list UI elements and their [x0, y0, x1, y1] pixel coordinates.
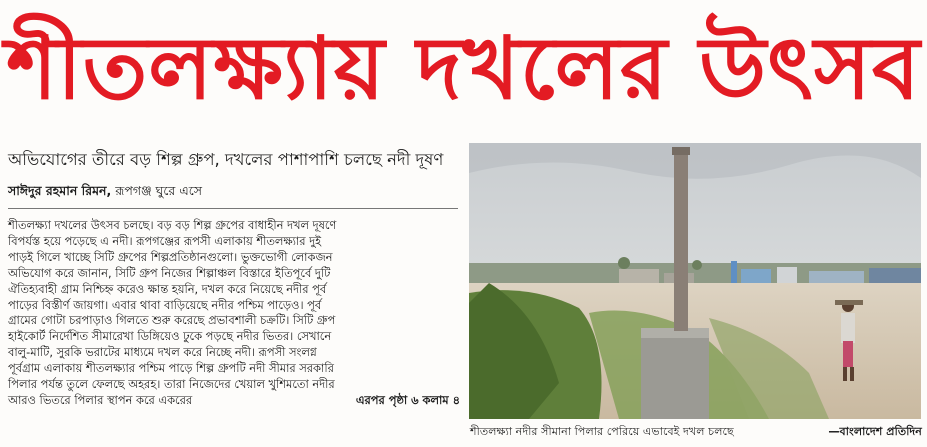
body-line: অভিযোগ করে জানান, সিটি গ্রুপ নিজের শিল্পাঞ্চল বিস্তারে ইতিপূর্বে দুটি	[8, 265, 331, 280]
subheadline: অভিযোগের তীরে বড় শিল্প গ্রুপ, দখলের পাশাপাশি চলছে নদী দূষণ	[8, 150, 444, 169]
body-line: শীতলক্ষ্যা দখলের উৎসব চলছে। বড় বড় শিল্প গ্রুপের বাধাহীন দখল দূষণে	[8, 218, 337, 232]
byline-location: রূপগঞ্জ ঘুরে এসে	[115, 183, 203, 198]
article-body	[8, 218, 460, 409]
body-line: পিলার পর্যন্ত তুলে ফেলছে অহরহ। তারা নিজেদের খেয়াল খুশিমতো নদীর	[8, 377, 335, 392]
body-last-line	[8, 393, 460, 409]
news-photo	[469, 143, 921, 419]
byline-divider	[8, 208, 458, 209]
photo-caption	[470, 423, 922, 442]
body-line: পূর্বগ্রাম এলাকায় শীতলক্ষ্যার পশ্চিম পাড়ে শিল্প গ্রুপটি নদী সীমার সরকারি	[8, 361, 334, 376]
byline-author: সাঈদুর রহমান রিমন,	[8, 183, 112, 198]
body-line: আরও ভিতরে পিলার স্থাপন করে একরের	[8, 392, 193, 407]
headline: শীতলক্ষ্যায় দখলের উৎসব	[6, 19, 921, 119]
body-line: পাড়ের বিস্তীর্ণ জায়গা। এবার থাবা বাড়িয়েছে নদীর পশ্চিম পাড়েও। পূর্ব	[8, 297, 322, 312]
caption-text: শীতলক্ষ্যা নদীর সীমানা পিলার পেরিয়ে এভাবেই দখল চলছে	[470, 425, 734, 438]
body-line: হাইকোর্ট নির্দেশিত সীমারেখা ডিঙ্গিয়েও ঢুকে পড়ছে নদীর ভিতর। সেখানে	[8, 329, 332, 344]
body-line: বিপর্যস্ত হয়ে পড়েছে এ নদী। রূপগঞ্জের রূপসী এলাকায় শীতলক্ষ্যার দুই	[8, 233, 321, 248]
body-line: গ্রামের গোটা চরপাড়াও গিলতে শুরু করেছে প্রভাবশালী চক্রটি। সিটি গ্রুপ	[8, 313, 336, 328]
byline	[8, 183, 202, 203]
body-line: ঐতিহ্যবাহী গ্রাম নিশ্চিহ্ন করেও ক্ষান্ত হয়নি, দখল করে নিয়েছে নদীর পূর্ব	[8, 281, 327, 296]
photo-credit: —বাংলাদেশ প্রতিদিন	[828, 425, 922, 438]
body-line: বালু-মাটি, সুরকি ভরাটের মাধ্যমে দখল করে নিচ্ছে নদী। রূপসী সংলগ্ন	[8, 345, 317, 360]
continued-jump: এরপর পৃষ্ঠা ৬ কলাম ৪	[355, 392, 460, 407]
body-line: পাড়ই গিলে খাচ্ছে সিটি গ্রুপের শিল্পপ্রতিষ্ঠানগুলো। ভুক্তভোগী লোকজন	[8, 249, 333, 264]
